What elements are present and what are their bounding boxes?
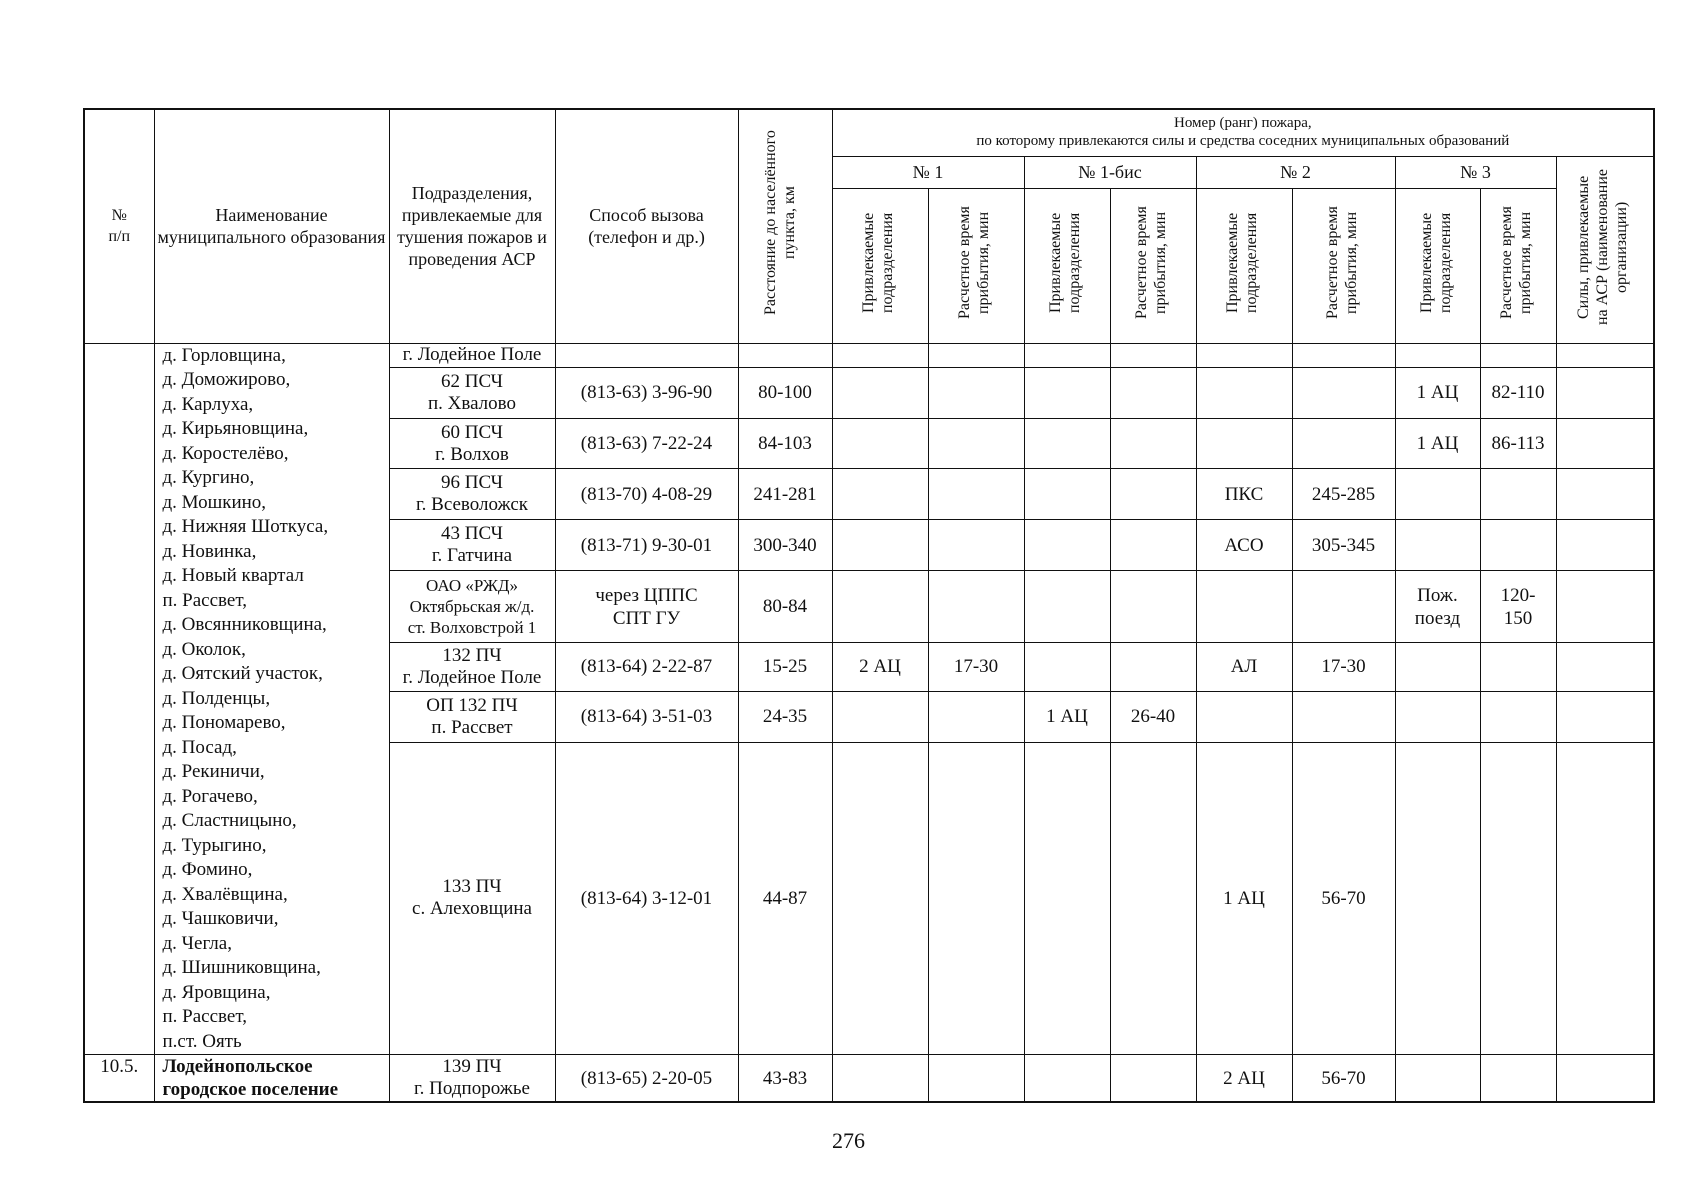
unit-cell: ОП 132 ПЧ п. Рассвет [389, 691, 555, 742]
call-method-cell: (813-65) 2-20-05 [555, 1055, 738, 1103]
rank2-involved-cell [1196, 571, 1292, 643]
rank1bis-arrival-cell [1110, 343, 1196, 367]
settlements-list: д. Горловщина, д. Доможирово, д. Карлуха, д. Кирьяновщина, д. Коростелёво, д. Кургино, д. Мошкино, д. Нижняя Шоткуса, д. Новинка, д. Новый квартал п. Рассвет, д. Овсянниковщина, д. Околок, д. Оятский участок, д. Полденцы, д. Пономарево, д. Посад, д. Рекиничи, д. Рогачево, д. Сластницыно, д. Турыгино, д. Фомино, д. Хвалёвщина, д. Чашковичи, д. Чегла, д. Шишниковщина, д. Яровщина, п. Рассвет, п.ст. Оять [154, 343, 389, 1055]
rank1-arrival-cell [928, 691, 1024, 742]
rank1bis-arrival-cell: 26-40 [1110, 691, 1196, 742]
rank2-arrival-cell [1292, 367, 1395, 418]
distance-cell: 80-100 [738, 367, 832, 418]
asr-forces-cell [1556, 418, 1654, 469]
rank2-involved-cell [1196, 367, 1292, 418]
rank3-involved-cell: Пож. поезд [1395, 571, 1480, 643]
rank3-involved-cell [1395, 343, 1480, 367]
rank1bis-involved-cell [1024, 418, 1110, 469]
rank3-arrival-cell: 82-110 [1480, 367, 1556, 418]
rank2-arrival-cell [1292, 343, 1395, 367]
header-rank-title: Номер (ранг) пожара, по которому привлекаются силы и средства соседних муниципальных образований [832, 109, 1654, 156]
header-num: № п/п [84, 109, 154, 343]
rank2-arrival-cell [1292, 571, 1395, 643]
header-rank-1: № 1 [832, 156, 1024, 188]
rank3-involved-cell [1395, 469, 1480, 520]
table-row [84, 1055, 1654, 1103]
rank1-arrival-cell [928, 742, 1024, 1054]
rank1bis-involved-cell [1024, 469, 1110, 520]
table-row [84, 343, 1654, 367]
asr-forces-cell [1556, 1055, 1654, 1103]
rank1-arrival-cell [928, 343, 1024, 367]
rank1bis-involved-cell [1024, 1055, 1110, 1103]
rank3-arrival-cell [1480, 643, 1556, 692]
unit-cell: 132 ПЧ г. Лодейное Поле [389, 643, 555, 692]
rank2-involved-cell: АЛ [1196, 643, 1292, 692]
unit-cell: г. Лодейное Поле [389, 343, 555, 367]
call-method-cell: (813-64) 2-22-87 [555, 643, 738, 692]
rank1bis-involved-cell [1024, 367, 1110, 418]
call-method-cell [555, 343, 738, 367]
rank1bis-involved-cell: 1 АЦ [1024, 691, 1110, 742]
rank1-arrival-cell [928, 1055, 1024, 1103]
header-call-method: Способ вызова (телефон и др.) [555, 109, 738, 343]
rank3-arrival-cell [1480, 1055, 1556, 1103]
unit-cell: 43 ПСЧ г. Гатчина [389, 520, 555, 571]
rank1bis-arrival-cell [1110, 643, 1196, 692]
call-method-cell: через ЦППС СПТ ГУ [555, 571, 738, 643]
asr-forces-cell [1556, 742, 1654, 1054]
header-arrival-1bis: Расчетное время прибытия, мин [1110, 188, 1196, 343]
rank1-involved-cell [832, 520, 928, 571]
rank1-involved-cell [832, 418, 928, 469]
asr-forces-cell [1556, 469, 1654, 520]
rank1-arrival-cell [928, 469, 1024, 520]
rank3-involved-cell [1395, 520, 1480, 571]
rank2-arrival-cell: 245-285 [1292, 469, 1395, 520]
header-rank-2: № 2 [1196, 156, 1395, 188]
distance-cell: 300-340 [738, 520, 832, 571]
asr-forces-cell [1556, 367, 1654, 418]
distance-cell: 43-83 [738, 1055, 832, 1103]
unit-cell: ОАО «РЖД» Октябрьская ж/д. ст. Волховстрой 1 [389, 571, 555, 643]
distance-cell: 241-281 [738, 469, 832, 520]
call-method-cell: (813-63) 7-22-24 [555, 418, 738, 469]
rank1bis-involved-cell [1024, 643, 1110, 692]
rank1-involved-cell [832, 691, 928, 742]
rank2-involved-cell [1196, 418, 1292, 469]
page-number: 276 [832, 1128, 865, 1153]
rank1-arrival-cell [928, 520, 1024, 571]
rank3-arrival-cell: 120- 150 [1480, 571, 1556, 643]
header-involved-3: Привлекаемые подразделения [1395, 188, 1480, 343]
rank1-involved-cell [832, 367, 928, 418]
rank3-involved-cell: 1 АЦ [1395, 418, 1480, 469]
rank1-arrival-cell [928, 367, 1024, 418]
header-involved-1: Привлекаемые подразделения [832, 188, 928, 343]
distance-cell: 24-35 [738, 691, 832, 742]
distance-cell [738, 343, 832, 367]
rank1bis-arrival-cell [1110, 571, 1196, 643]
call-method-cell: (813-63) 3-96-90 [555, 367, 738, 418]
rank2-involved-cell: 1 АЦ [1196, 742, 1292, 1054]
table-body [84, 343, 1654, 1102]
rank3-arrival-cell [1480, 691, 1556, 742]
rank3-involved-cell [1395, 643, 1480, 692]
rank2-involved-cell: ПКС [1196, 469, 1292, 520]
header-rank-1bis: № 1-бис [1024, 156, 1196, 188]
rank1-arrival-cell: 17-30 [928, 643, 1024, 692]
call-method-cell: (813-70) 4-08-29 [555, 469, 738, 520]
rank1bis-involved-cell [1024, 520, 1110, 571]
header-name: Наименование муниципального образования [154, 109, 389, 343]
rank2-involved-cell: 2 АЦ [1196, 1055, 1292, 1103]
unit-cell: 60 ПСЧ г. Волхов [389, 418, 555, 469]
rank2-arrival-cell: 17-30 [1292, 643, 1395, 692]
asr-forces-cell [1556, 571, 1654, 643]
rank1bis-arrival-cell [1110, 469, 1196, 520]
rank3-arrival-cell [1480, 742, 1556, 1054]
call-method-cell: (813-64) 3-51-03 [555, 691, 738, 742]
rank3-arrival-cell: 86-113 [1480, 418, 1556, 469]
rank2-involved-cell: АСО [1196, 520, 1292, 571]
header-involved-1bis: Привлекаемые подразделения [1024, 188, 1110, 343]
distance-cell: 15-25 [738, 643, 832, 692]
asr-forces-cell [1556, 691, 1654, 742]
rank2-arrival-cell [1292, 691, 1395, 742]
rank2-involved-cell [1196, 343, 1292, 367]
rank1-involved-cell [832, 571, 928, 643]
rank3-arrival-cell [1480, 520, 1556, 571]
rank1-involved-cell: 2 АЦ [832, 643, 928, 692]
unit-cell: 139 ПЧ г. Подпорожье [389, 1055, 555, 1103]
settlement-name-cell: Лодейнопольское городское поселение [154, 1055, 389, 1103]
rank1-involved-cell [832, 343, 928, 367]
header-units: Подразделения, привлекаемые для тушения пожаров и проведения АСР [389, 109, 555, 343]
rank1-arrival-cell [928, 418, 1024, 469]
rank1bis-arrival-cell [1110, 418, 1196, 469]
rank1-arrival-cell [928, 571, 1024, 643]
rank1bis-involved-cell [1024, 742, 1110, 1054]
rank3-arrival-cell [1480, 469, 1556, 520]
header-asr-forces: Силы, привлекаемые на АСР (наименование организации) [1556, 156, 1654, 343]
rank2-arrival-cell: 305-345 [1292, 520, 1395, 571]
unit-cell: 133 ПЧ с. Алеховщина [389, 742, 555, 1054]
rank3-arrival-cell [1480, 343, 1556, 367]
header-arrival-3: Расчетное время прибытия, мин [1480, 188, 1556, 343]
distance-cell: 84-103 [738, 418, 832, 469]
rank1bis-involved-cell [1024, 343, 1110, 367]
rank1-involved-cell [832, 1055, 928, 1103]
fire-resources-table [83, 108, 1655, 1103]
rank1-involved-cell [832, 469, 928, 520]
header-rank-3: № 3 [1395, 156, 1556, 188]
header-distance: Расстояние до населённого пункта, км [738, 109, 832, 343]
rank2-involved-cell [1196, 691, 1292, 742]
call-method-cell: (813-64) 3-12-01 [555, 742, 738, 1054]
rank1bis-arrival-cell [1110, 742, 1196, 1054]
rank2-arrival-cell: 56-70 [1292, 742, 1395, 1054]
rank1-involved-cell [832, 742, 928, 1054]
rank1bis-involved-cell [1024, 571, 1110, 643]
asr-forces-cell [1556, 520, 1654, 571]
rank3-involved-cell: 1 АЦ [1395, 367, 1480, 418]
unit-cell: 96 ПСЧ г. Всеволожск [389, 469, 555, 520]
header-arrival-1: Расчетное время прибытия, мин [928, 188, 1024, 343]
rank3-involved-cell [1395, 742, 1480, 1054]
call-method-cell: (813-71) 9-30-01 [555, 520, 738, 571]
unit-cell: 62 ПСЧ п. Хвалово [389, 367, 555, 418]
rank1bis-arrival-cell [1110, 1055, 1196, 1103]
rank3-involved-cell [1395, 1055, 1480, 1103]
header-arrival-2: Расчетное время прибытия, мин [1292, 188, 1395, 343]
rank3-involved-cell [1395, 691, 1480, 742]
asr-forces-cell [1556, 643, 1654, 692]
rank1bis-arrival-cell [1110, 520, 1196, 571]
row-num-cell: 10.5. [84, 1055, 154, 1103]
rank2-arrival-cell [1292, 418, 1395, 469]
distance-cell: 80-84 [738, 571, 832, 643]
asr-forces-cell [1556, 343, 1654, 367]
row-num-cell [84, 343, 154, 1055]
fire-resources-table-wrapper [83, 108, 1655, 1103]
rank2-arrival-cell: 56-70 [1292, 1055, 1395, 1103]
header-involved-2: Привлекаемые подразделения [1196, 188, 1292, 343]
rank1bis-arrival-cell [1110, 367, 1196, 418]
distance-cell: 44-87 [738, 742, 832, 1054]
